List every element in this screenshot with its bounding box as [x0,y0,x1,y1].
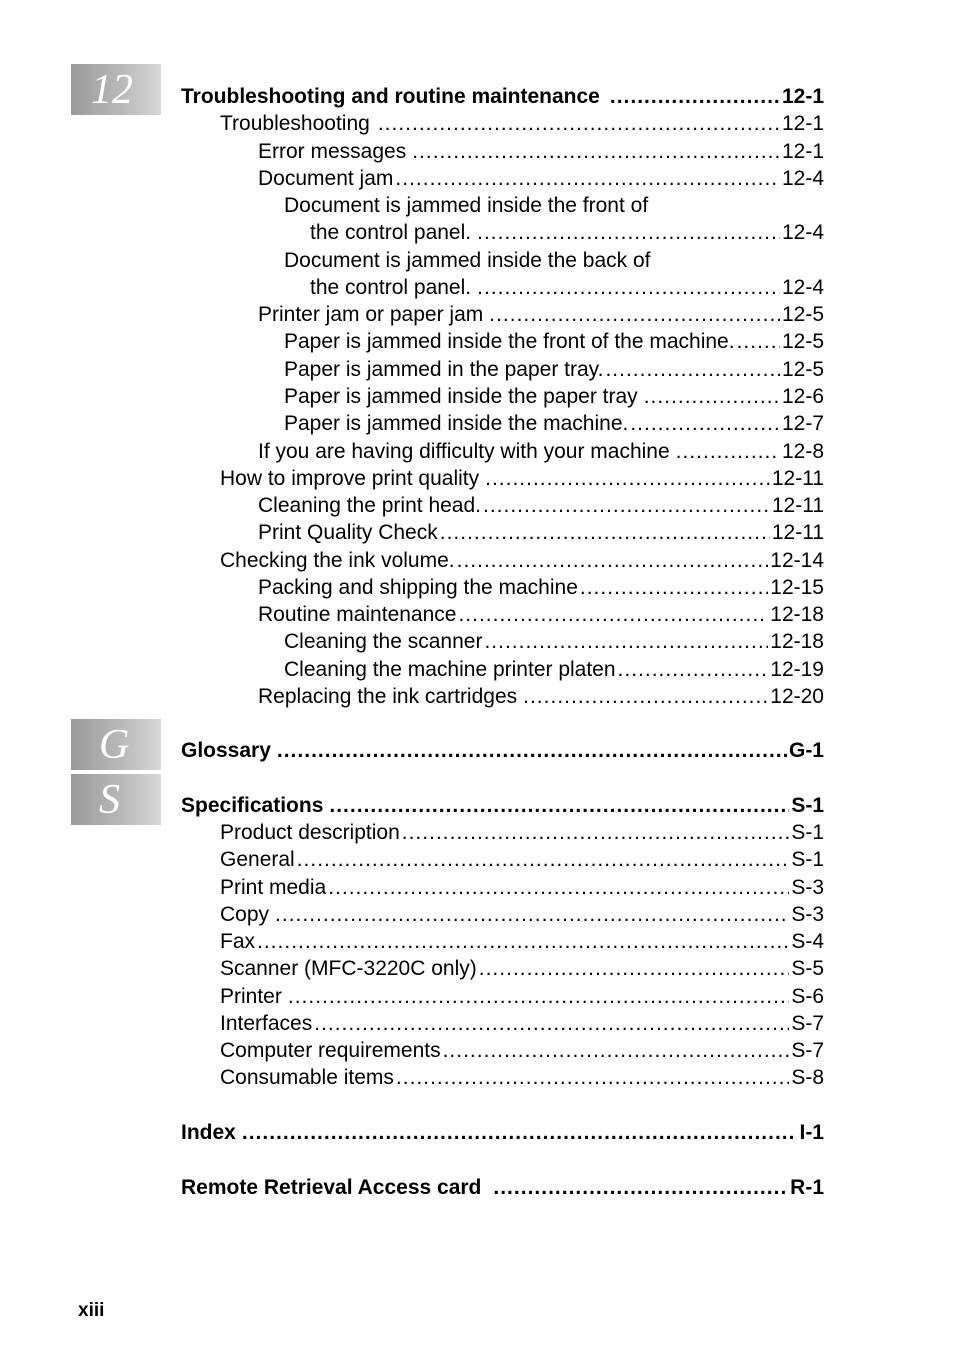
toc-entry-page: 12-5 [781,358,824,381]
toc-entry-page: 12-7 [781,412,824,435]
toc-entry-page: 12-11 [771,494,824,517]
toc-entry-text: Paper is jammed inside the front of the machine. [284,330,735,353]
toc-entry-page: R-1 [790,1176,824,1199]
toc-leader-dots [328,874,789,901]
toc-entry-page: 12-1 [781,140,824,163]
toc-entry[interactable] [258,601,824,628]
toc-entry-page: 12-4 [781,221,824,244]
toc-entry-page: S-6 [791,985,824,1008]
toc-entry-page: 12-11 [771,467,824,490]
toc-entry-page: 12-6 [781,385,824,408]
toc-entry-text: Glossary [181,739,271,762]
toc-entry-page: 12-11 [771,521,824,544]
toc-entry-text[interactable]: Document is jammed inside the back of [284,249,651,272]
toc-entry-text: Packing and shipping the machine [258,576,578,599]
toc-entry-page: 12-4 [781,167,824,190]
toc-entry-text: Product description [220,821,400,844]
toc-entry-page: S-1 [791,821,824,844]
specifications-tab [71,774,161,825]
toc-entry[interactable] [284,656,824,683]
toc-entry[interactable] [284,356,824,383]
toc-entry-text: Document jam [258,167,394,190]
toc-index-heading[interactable] [181,1119,824,1146]
toc-entry[interactable] [220,928,824,955]
toc-entry-text: Specifications [181,794,324,817]
toc-leader-dots [314,1010,789,1037]
toc-entry-text: General [220,848,295,871]
chapter-12-tab-label: 12 [91,66,133,113]
toc-leader-dots [477,274,780,301]
toc-entry-text[interactable]: Document is jammed inside the front of [284,194,649,217]
toc-entry[interactable] [258,519,824,546]
toc-leader-dots [489,301,780,328]
toc-entry[interactable] [220,1064,824,1091]
page-number: xiii [78,1300,105,1321]
toc-entry[interactable] [220,1037,824,1064]
toc-entry-page: 12-5 [781,303,824,326]
toc-entry-text: Interfaces [220,1012,313,1035]
toc-entry[interactable] [220,846,824,873]
toc-leader-dots [523,683,768,710]
toc-entry-text: Cleaning the scanner [284,630,483,653]
toc-entry-text: Fax [220,930,256,953]
toc-entry-page: 12-19 [770,658,824,681]
toc-entry[interactable] [310,274,824,301]
toc-leader-dots [605,356,780,383]
toc-entry-page: S-4 [791,930,824,953]
toc-entry[interactable] [258,301,824,328]
toc-leader-dots [479,955,790,982]
toc-entry[interactable] [258,492,824,519]
toc-entry-text: Copy [220,903,270,926]
toc-entry-text: How to improve print quality [220,467,480,490]
toc-leader-dots [242,1119,798,1146]
toc-entry-text: the control panel. [310,276,472,299]
toc-leader-dots [618,656,769,683]
toc-entry[interactable] [258,574,824,601]
toc-entry-page: S-7 [791,1039,824,1062]
toc-entry-text: Error messages [258,140,407,163]
toc-leader-dots [275,901,789,928]
toc-entry-page: S-3 [791,903,824,926]
toc-leader-dots [443,1037,790,1064]
toc-entry-text: Printer jam or paper jam [258,303,484,326]
toc-leader-dots [580,574,768,601]
toc-entry[interactable] [220,983,824,1010]
toc-entry[interactable] [220,547,824,574]
toc-entry-page: G-1 [788,739,824,762]
toc-entry-text: Troubleshooting [220,112,370,135]
toc-leader-dots [412,138,780,165]
toc-entry-page: 12-20 [770,685,824,708]
toc-leader-dots [457,547,769,574]
toc-leader-dots [630,410,780,437]
toc-entry-page: 12-1 [781,112,824,135]
glossary-tab-label: G [99,721,130,768]
toc-leader-dots [477,219,780,246]
specifications-tab-label: S [99,776,120,823]
toc-entry-text: Routine maintenance [258,603,457,626]
toc-entry-text: Cleaning the print head. [258,494,481,517]
toc-entry[interactable] [258,138,824,165]
toc-entry-page: 12-18 [770,603,824,626]
toc-entry[interactable] [258,165,824,192]
toc-entry-page: S-8 [791,1066,824,1089]
toc-entry-text: Consumable items [220,1066,394,1089]
toc-entry[interactable] [220,819,824,846]
toc-entry[interactable] [220,1010,824,1037]
toc-leader-dots [277,737,787,764]
toc-entry-text: Computer requirements [220,1039,441,1062]
glossary-tab [71,719,161,770]
toc-specifications-heading[interactable] [181,792,824,819]
toc-entry[interactable] [258,438,824,465]
toc-leader-dots [676,438,780,465]
toc-entry-text: Paper is jammed inside the machine. [284,412,629,435]
chapter-12-tab [71,64,161,115]
toc-entry-page: 12-8 [781,440,824,463]
toc-leader-dots [288,983,789,1010]
toc-entry-page: S-3 [791,876,824,899]
toc-glossary-heading[interactable] [181,737,824,764]
toc-leader-dots [483,492,770,519]
toc-entry[interactable] [220,465,824,492]
toc-leader-dots [297,846,790,873]
toc-entry-text: Scanner (MFC-3220C only) [220,957,477,980]
toc-leader-dots [485,465,770,492]
toc-entry[interactable] [220,955,824,982]
toc-entry[interactable] [284,328,824,355]
toc-entry-page: 12-5 [781,330,824,353]
toc-entry-text: Checking the ink volume. [220,549,455,572]
toc-leader-dots [329,792,789,819]
toc-entry-page: I-1 [799,1121,824,1144]
toc-entry[interactable] [220,874,824,901]
toc-leader-dots [458,601,768,628]
toc-entry[interactable] [284,410,824,437]
toc-entry-page: 12-18 [770,630,824,653]
toc-entry[interactable] [310,219,824,246]
toc-entry-page: 12-1 [781,85,824,108]
toc-leader-dots [257,928,789,955]
toc-entry-text: Remote Retrieval Access card [181,1176,482,1199]
toc-entry-page: S-5 [791,957,824,980]
toc-leader-dots [610,83,780,110]
toc-leader-dots [484,628,768,655]
toc-entry-text: If you are having difficulty with your machine [258,440,670,463]
toc-entry-text: Index [181,1121,236,1144]
toc-leader-dots [396,1064,789,1091]
toc-remote-retrieval-heading[interactable] [181,1174,824,1201]
toc-entry-text: Troubleshooting and routine maintenance [181,85,600,108]
toc-entry-text: Print Quality Check [258,521,438,544]
toc-entry[interactable] [220,901,824,928]
toc-leader-dots [395,165,780,192]
toc-entry-text: Paper is jammed in the paper tray. [284,358,604,381]
toc-leader-dots [378,110,780,137]
toc-leader-dots [644,383,780,410]
toc-entry-text: Print media [220,876,327,899]
toc-entry-text: the control panel. [310,221,472,244]
toc-leader-dots [493,1174,788,1201]
toc-entry[interactable] [220,110,824,137]
toc-leader-dots [440,519,770,546]
toc-entry[interactable] [284,383,824,410]
toc-entry-page: S-1 [791,848,824,871]
toc-entry-page: 12-14 [770,549,824,572]
toc-entry-page: 12-4 [781,276,824,299]
toc-entry[interactable] [284,628,824,655]
toc-entry-page: S-7 [791,1012,824,1035]
toc-chapter-12-heading[interactable] [181,83,824,110]
toc-entry-text: Paper is jammed inside the paper tray [284,385,638,408]
toc-leader-dots [402,819,790,846]
toc-entry-text: Cleaning the machine printer platen [284,658,616,681]
toc-entry-text: Replacing the ink cartridges [258,685,518,708]
toc-entry-text: Printer [220,985,282,1008]
toc-entry-page: 12-15 [770,576,824,599]
toc-entry[interactable] [258,683,824,710]
toc-entry-page: S-1 [791,794,824,817]
toc-leader-dots [737,328,780,355]
